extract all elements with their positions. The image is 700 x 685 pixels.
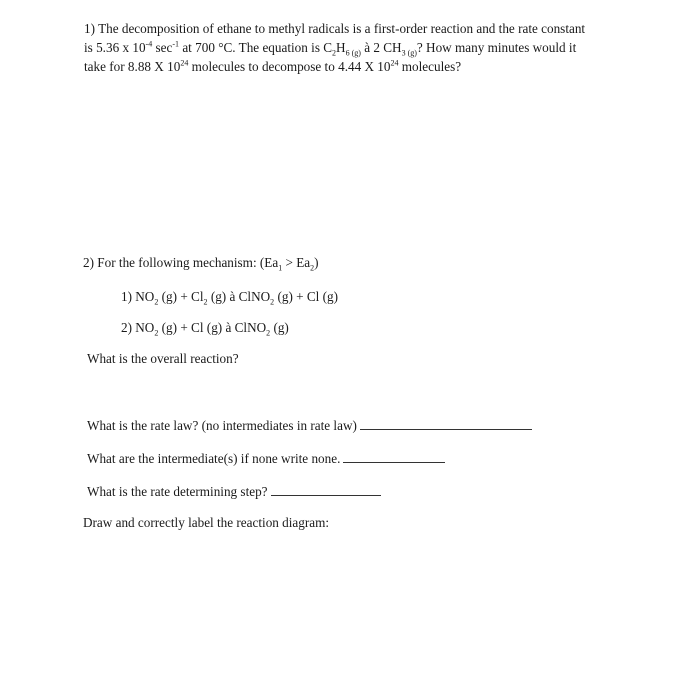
- q2-header: 2) For the following mechanism: $(Ea_1 > Ea_2)$: [83, 255, 319, 273]
- q1-number: 1): [84, 21, 95, 36]
- q1-text-1: The decomposition of ethane to methyl radicals is a first-order reaction and the rate constant: [98, 21, 586, 36]
- intermediates-answer-line[interactable]: [343, 451, 445, 463]
- q1-line-2: is 5.36 x $10^{-4}$ $\sec^{-1}$ at 700 °C. The equation is $C_2H_{6 (g)}$ à 2 $CH_{3 (g)}$? How many minutes would it: [84, 39, 577, 58]
- rds-question: What is the rate determining step?: [87, 484, 381, 500]
- q1-line-3: take for 8.88 X $10^{24}$ molecules to decompose to 4.44 X $10^{24}$ molecules?: [84, 58, 462, 74]
- mechanism-step-2: 2) $NO_2$ (g) + Cl (g) à ClNO$_2$ (g): [121, 320, 289, 338]
- q1-line-1: [84, 21, 585, 37]
- overall-reaction-question: What is the overall reaction?: [87, 351, 239, 366]
- reaction-diagram-prompt: Draw and correctly label the reaction diagram:: [83, 515, 330, 530]
- intermediates-question: What are the intermediate(s) if none write none.: [87, 451, 445, 467]
- rate-law-question: What is the rate law? (no intermediates in rate law): [87, 418, 532, 434]
- mechanism-step-1: 1) $NO_2$ $(g) + Cl_2$ (g) à ClNO$_2$ (g) + Cl (g): [121, 289, 338, 307]
- rds-answer-line[interactable]: [271, 484, 381, 496]
- rate-law-answer-line[interactable]: [360, 418, 532, 430]
